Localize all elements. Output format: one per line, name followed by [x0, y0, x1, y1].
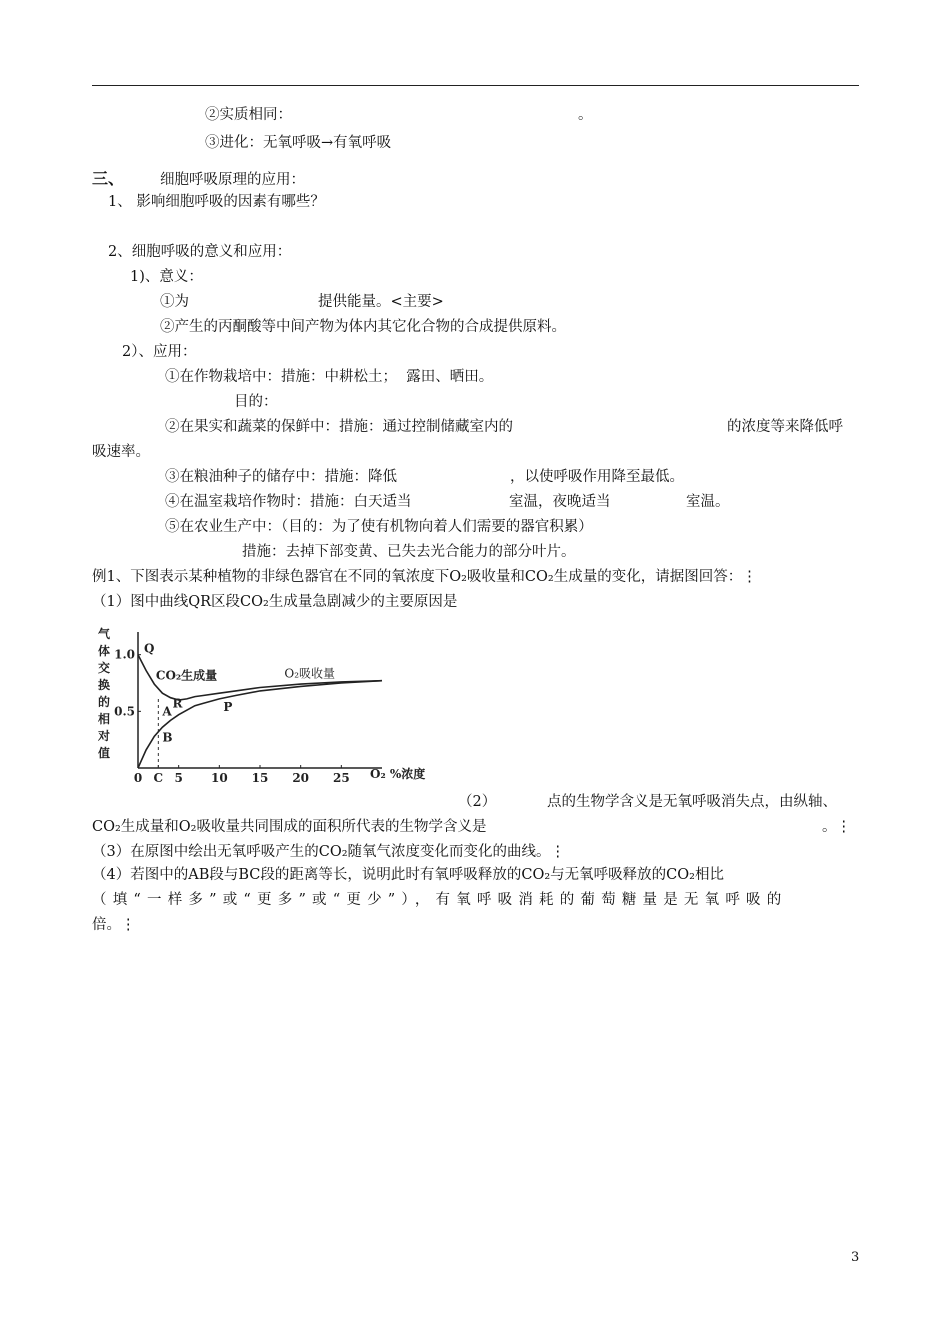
x-tick-label: 5	[174, 771, 183, 784]
series-group	[138, 655, 382, 768]
chart-svg	[92, 622, 432, 784]
y-axis-label-char: 气	[98, 627, 111, 641]
point-label-r: R	[172, 696, 183, 711]
text-line: ⑤在农业生产中：（目的：为了使有机物向着人们需要的器官积累）	[165, 519, 593, 535]
text-line: ④在温室栽培作物时：措施：白天适当	[165, 494, 412, 510]
text-line: 吸速率。	[92, 444, 150, 460]
text-line: ②产生的丙酮酸等中间产物为体内其它化合物的合成提供原料。	[160, 319, 566, 335]
text-line: 的浓度等来降低呼	[727, 419, 843, 435]
question-line: 。⋮	[822, 819, 851, 835]
text-line: ③在粮油种子的储存中：措施：降低	[165, 469, 397, 485]
x-tick-label: 25	[332, 771, 350, 784]
question-line: 倍。⋮	[92, 917, 136, 933]
x-axis-label: O₂ %浓度	[370, 767, 426, 781]
point-label-q: Q	[144, 641, 155, 656]
text-line: 室温。	[686, 494, 730, 510]
text-line: 。	[578, 107, 593, 123]
text-line: 措施：去掉下部变黄、已失去光合能力的部分叶片。	[242, 544, 576, 560]
point-label-p: P	[223, 699, 233, 714]
question-line: （3）在原图中绘出无氧呼吸产生的CO₂随氧气浓度变化而变化的曲线。⋮	[92, 844, 566, 860]
y-axis-label-char: 对	[98, 729, 111, 743]
point-label-a: A	[162, 704, 172, 719]
question-line: （4）若图中的AB段与BC段的距离等长，说明此时有氧呼吸释放的CO₂与无氧呼吸释放的CO₂相比	[92, 867, 724, 883]
text-line: ②实质相同：	[205, 107, 292, 123]
point-label-b: B	[162, 730, 173, 745]
series-name-o2: O₂吸收量	[284, 666, 336, 681]
o2-series-line	[138, 681, 382, 768]
section-title: 细胞呼吸原理的应用：	[160, 172, 305, 188]
text-line: 目的：	[234, 394, 278, 410]
question-line: （2）	[458, 794, 497, 810]
text-line: ③进化：无氧呼吸→有氧呼吸	[205, 135, 392, 151]
example-title: 例1、下图表示某种植物的非绿色器官在不同的氧浓度下O₂吸收量和CO₂生成量的变化，请据图回答：⋮	[92, 569, 757, 585]
x-tick-label: 15	[251, 771, 269, 784]
text-line: 2）、应用：	[122, 344, 197, 360]
gas-exchange-chart	[92, 622, 432, 784]
question-line: 1、 影响细胞呼吸的因素有哪些？	[108, 194, 325, 210]
question-line: CO₂生成量和O₂吸收量共同围成的面积所代表的生物学含义是	[92, 819, 487, 835]
text-line: ，以使呼吸作用降至最低。	[510, 469, 684, 485]
question-line: （填“一样多”或“更多”或“更少”），有氧呼吸消耗的葡萄糖量是无氧呼吸的	[92, 892, 788, 908]
text-line: ②在果实和蔬菜的保鲜中：措施：通过控制储藏室内的	[165, 419, 513, 435]
header-rule	[92, 85, 859, 86]
text-line: ①在作物栽培中：措施：中耕松土； 露田、晒田。	[165, 369, 494, 385]
page-number: 3	[851, 1250, 860, 1265]
question-line: 2、细胞呼吸的意义和应用：	[108, 244, 292, 260]
section-number: 三、	[92, 169, 125, 188]
y-axis-label-char: 相	[98, 712, 111, 726]
x-tick-label: C	[153, 771, 164, 784]
series-name-co2: CO₂生成量	[155, 668, 218, 683]
x-tick-label: 20	[292, 771, 310, 784]
text-line: ①为	[160, 294, 189, 310]
y-tick-label: 1.0	[114, 647, 135, 662]
question-line: （1）图中曲线QR区段CO₂生成量急剧减少的主要原因是	[92, 594, 458, 610]
y-tick-label: 0.5	[114, 704, 135, 719]
question-line: 点的生物学含义是无氧呼吸消失点，由纵轴、	[547, 794, 837, 810]
y-axis-label-char: 值	[98, 746, 111, 760]
text-line: 提供能量。<主要>	[318, 294, 444, 310]
x-tick-label: 10	[210, 771, 228, 784]
y-axis-label-char: 交	[98, 661, 111, 675]
text-line: 1)、意义：	[130, 269, 203, 285]
text-line: 室温，夜晚适当	[509, 494, 611, 510]
y-axis-label-char: 换	[98, 678, 111, 692]
x-tick-label: 0	[133, 771, 143, 784]
y-axis-label-char: 的	[98, 695, 111, 709]
y-axis-label-char: 体	[98, 644, 111, 658]
